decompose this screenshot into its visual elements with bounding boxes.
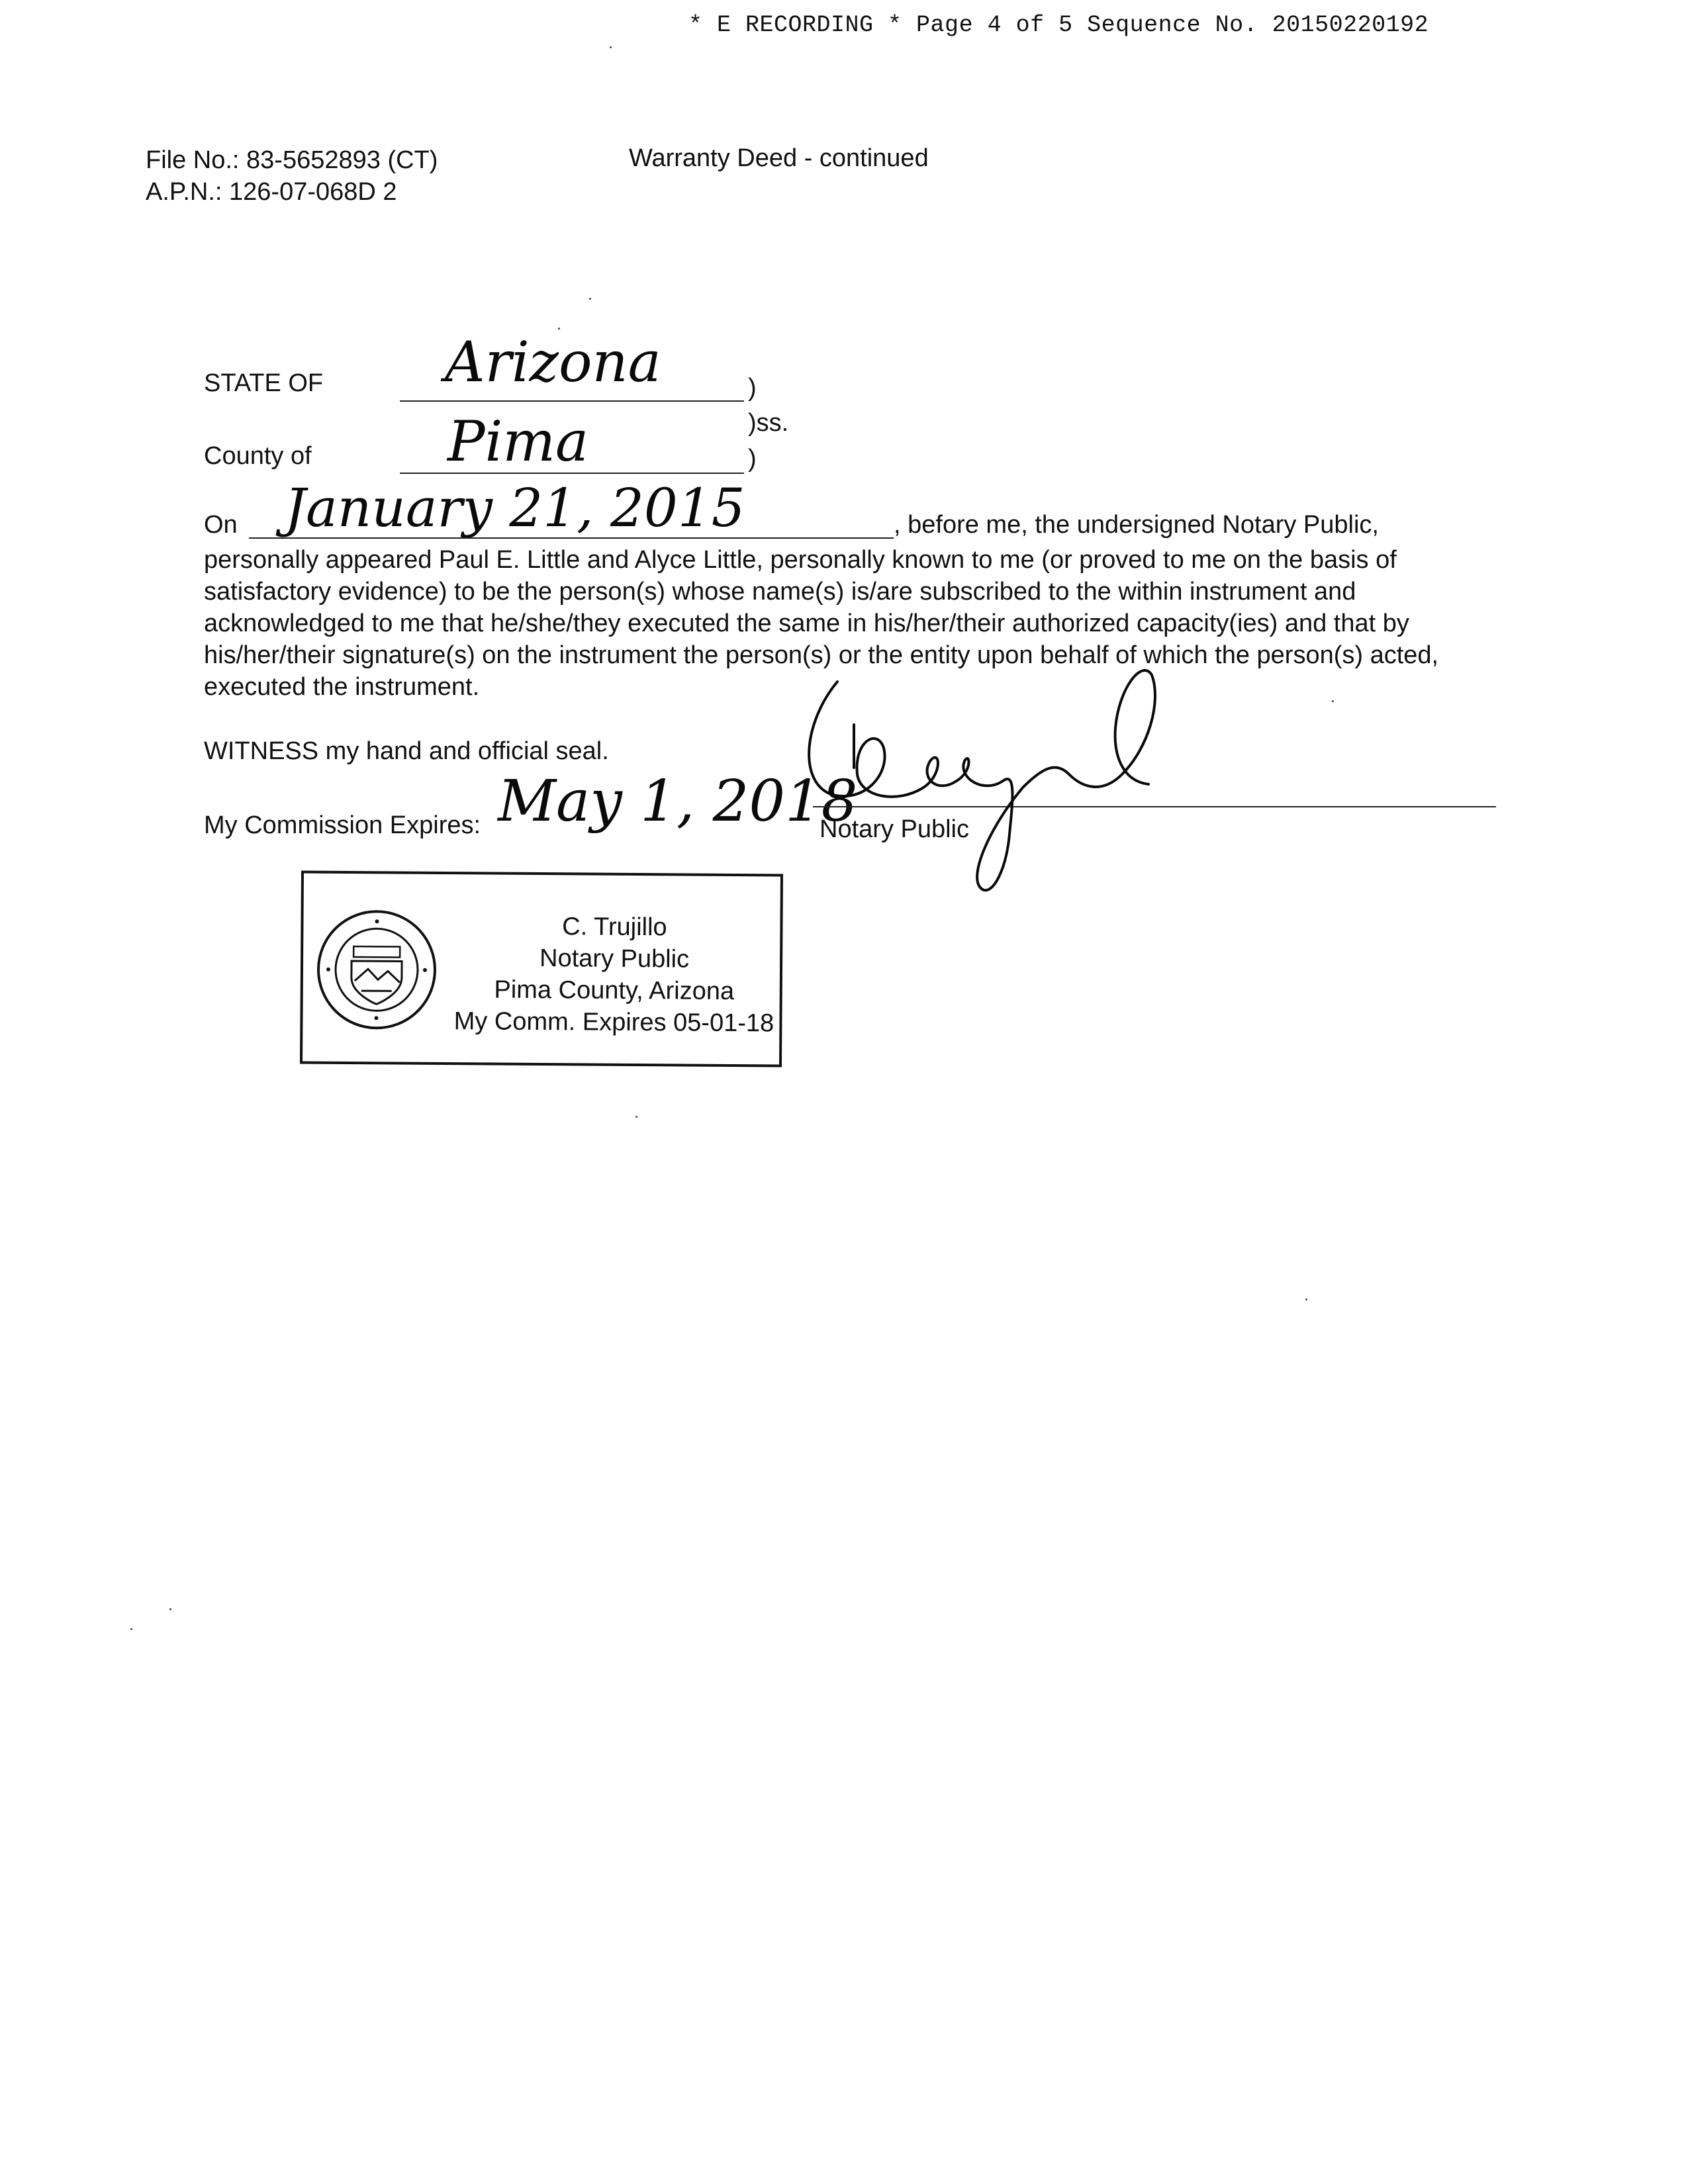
file-number: File No.: 83-5652893 (CT) — [146, 146, 438, 174]
scan-speck — [610, 46, 612, 48]
scan-speck — [558, 328, 560, 330]
state-label: STATE OF — [204, 369, 324, 397]
notary-stamp — [300, 870, 783, 1067]
notary-county: Pima County, Arizona — [494, 976, 735, 1006]
scan-speck — [1332, 700, 1334, 702]
county-paren: ) — [748, 445, 757, 473]
county-handwritten-value: Pima — [447, 409, 589, 474]
arizona-state-seal-icon — [314, 908, 438, 1032]
county-label: County of — [204, 442, 312, 470]
acknowledgment-body: personally appeared Paul E. Little and Alyce Little, personally known to me (or proved to me on the basis of satisfactory evidence) to be the person(s) whose name(s) is/are subscribed to the within instrument and acknowledged to me that he/she/they executed the same in his/her/their authorized capacity(ies) and that by his/her/their signature(s) on the instrument the person(s) or the entity upon behalf of which the person(s) acted, executed the instrument. — [204, 546, 1439, 701]
scan-speck — [130, 1628, 132, 1630]
county-line — [400, 473, 744, 474]
commission-expires — [204, 811, 481, 840]
before-me-text: , before me, the undersigned Notary Public, — [894, 511, 1379, 539]
stamp-text — [448, 910, 780, 1039]
notary-signature — [791, 662, 1201, 907]
scan-speck — [635, 1116, 637, 1118]
state-line — [400, 400, 744, 402]
document-title: Warranty Deed - continued — [629, 144, 929, 172]
scan-speck — [169, 1608, 171, 1610]
commission-label: My Commission Expires: — [204, 811, 481, 839]
notary-commission-expiry: My Comm. Expires 05-01-18 — [453, 1007, 774, 1038]
notary-public-label: Notary Public — [820, 815, 969, 843]
state-paren: ) — [748, 374, 757, 402]
witness-text: WITNESS my hand and official seal. — [204, 737, 609, 765]
scan-speck — [1305, 1298, 1307, 1300]
date-line — [249, 537, 894, 539]
on-label: On — [204, 511, 238, 539]
scan-speck — [589, 298, 591, 300]
file-info — [146, 144, 438, 208]
date-handwritten-value: January 21, 2015 — [285, 477, 745, 539]
notary-name: C. Trujillo — [562, 913, 667, 942]
commission-handwritten-value: May 1, 2018 — [498, 768, 858, 835]
recording-header: * E RECORDING * Page 4 of 5 Sequence No. 20150220192 — [688, 12, 1429, 38]
ss-marker: )ss. — [748, 409, 789, 437]
apn-number: A.P.N.: 126-07-068D 2 — [146, 178, 397, 206]
notary-title: Notary Public — [539, 944, 690, 974]
state-handwritten-value: Arizona — [445, 330, 661, 394]
